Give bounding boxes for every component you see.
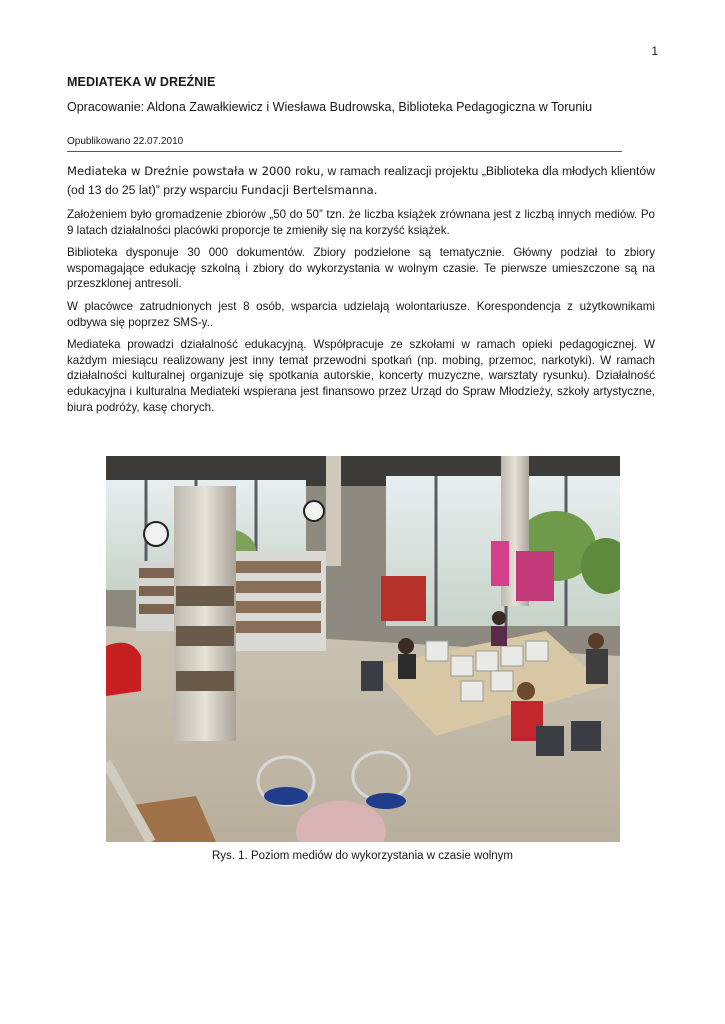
paragraph-intro xyxy=(67,162,655,200)
intro-highlight: Mediateka w Dreźnie powstała w 2000 roku, xyxy=(67,164,324,178)
figure-caption: Rys. 1. Poziom mediów do wykorzystania w czasie wolnym xyxy=(211,850,514,862)
paragraph-collection-goal: Założeniem było gromadzenie zbiorów „50 do 50” tzn. że liczba książek zrównana jest z liczbą innych mediów. Po 9 latach działalności placówki proporcje te zmieniły się na korzyść książek. xyxy=(67,208,655,237)
document-title: MEDIATEKA W DREŹNIE xyxy=(67,75,216,89)
header-divider xyxy=(67,151,622,152)
paragraph-staff: W placówce zatrudnionych jest 8 osób, wsparcia udzielają wolontariusze. Korespondencja z użytkownikami odbywa się poprzez SMS-y.. xyxy=(67,299,655,329)
intro-text: w ramach realizacji projektu „Biblioteka dla młodych klientów (od 13 do 25 lat)” przy wsparciu xyxy=(67,164,655,197)
paragraph-holdings: Biblioteka dysponuje 30 000 dokumentów. Zbiory podzielone są tematycznie. Główny podział to zbiory wspomagające edukację szkolną i zbiory do wykorzystania w wolnym czasie. Te pierwsze umieszczone są na przeszklonej antresoli. xyxy=(67,246,655,291)
publication-date: Opublikowano 22.07.2010 xyxy=(67,136,184,147)
document-subtitle: Opracowanie: Aldona Zawałkiewicz i Wiesława Budrowska, Biblioteka Pedagogiczna w Toruniu xyxy=(67,100,593,114)
paragraph-activities: Mediateka prowadzi działalność edukacyjną. Współpracuje ze szkołami w ramach opieki pedagogicznej. W każdym miesiącu realizowany jest inny temat przewodni spotkań (np. mobing, przemoc, narkotyki). W ramach działalności kulturalnej organizuje się spotkania autorskie, koncerty muzyczne, warsztaty rysunku). Działalność edukacyjna i kulturalna Mediateki wspierana jest finansowo przez Urząd do Spraw Młodzieży, szkoły artystyczne, biura podróży, kasę chorych. xyxy=(67,338,655,414)
article-body xyxy=(67,162,655,422)
page-number: 1 xyxy=(651,44,658,58)
library-photo xyxy=(106,456,620,842)
foundation-name: Fundacji Bertelsmanna. xyxy=(241,183,378,197)
